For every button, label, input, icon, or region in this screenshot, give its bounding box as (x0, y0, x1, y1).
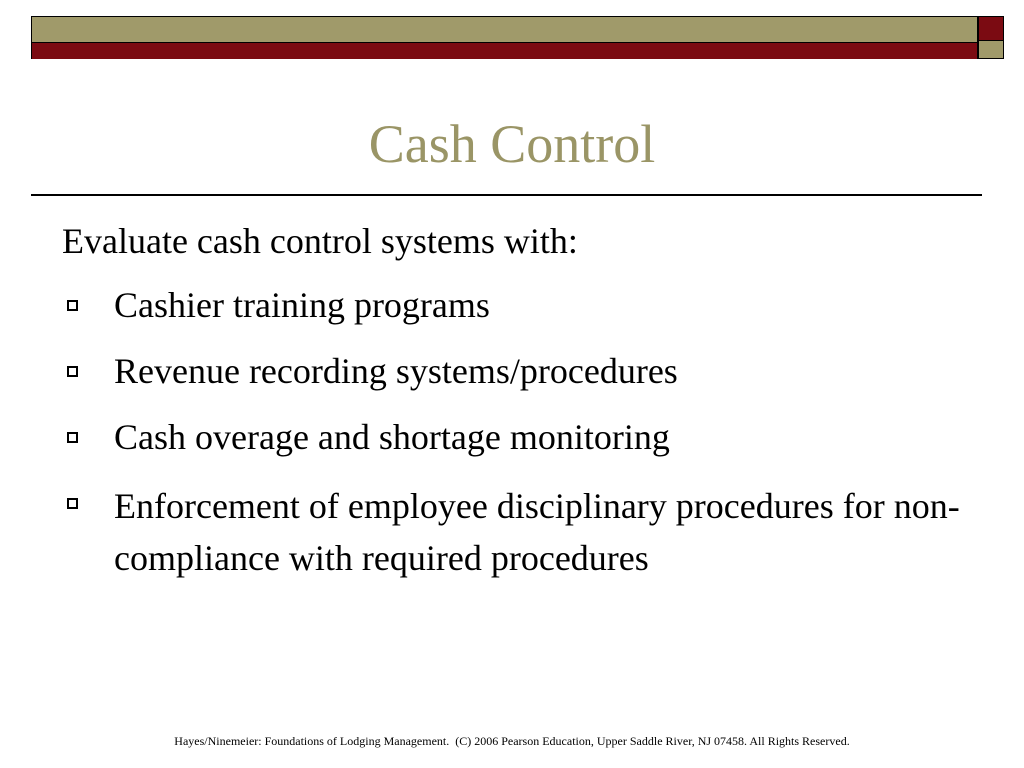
slide-title: Cash Control (368, 114, 656, 174)
list-item (62, 348, 962, 394)
header-band-maroon-stripe (32, 42, 977, 59)
header-corner-olive-square (978, 41, 1004, 59)
bullet-list (62, 282, 962, 604)
title-divider (31, 194, 982, 196)
list-item (62, 282, 962, 328)
header-band-olive-stripe (32, 17, 977, 42)
copyright-footer: Hayes/Ninemeier: Foundations of Lodging Management. (C) 2006 Pearson Education, Upper Saddle River, NJ 07458. All Rights Reserved. (174, 734, 850, 748)
hollow-square-bullet-icon (67, 498, 78, 509)
hollow-square-bullet-icon (67, 366, 78, 377)
hollow-square-bullet-icon (67, 300, 78, 311)
header-corner-maroon-square (978, 16, 1004, 41)
list-item (62, 480, 962, 584)
hollow-square-bullet-icon (67, 432, 78, 443)
bullet-text: Cashier training programs (114, 285, 490, 325)
bullet-text: Cash overage and shortage monitoring (114, 417, 670, 457)
bullet-text: Enforcement of employee disciplinary procedures for non-compliance with required procedures (114, 486, 960, 578)
bullet-text: Revenue recording systems/procedures (114, 351, 678, 391)
list-item (62, 414, 962, 460)
header-band (31, 16, 978, 59)
intro-text: Evaluate cash control systems with: (62, 221, 578, 261)
